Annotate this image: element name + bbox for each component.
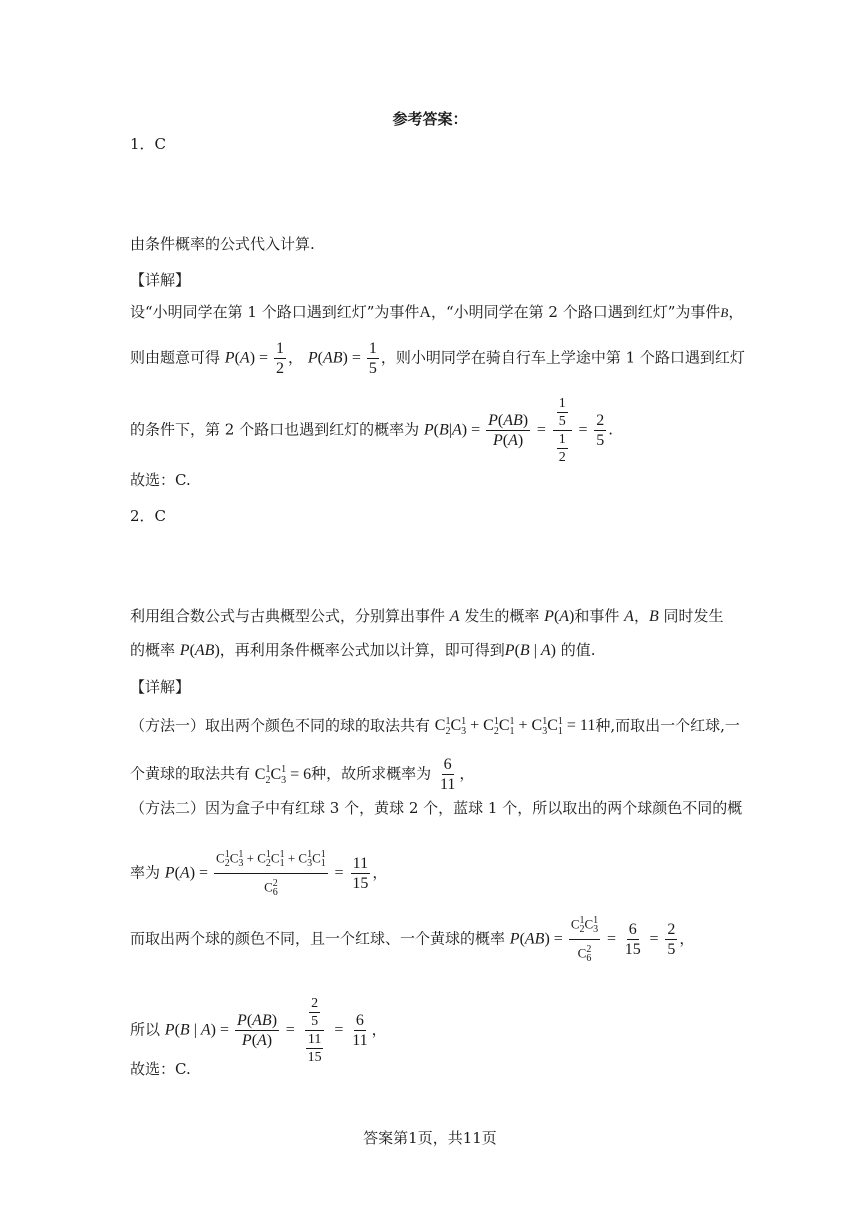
q2-conclusion: 故选：C. [130,1060,191,1078]
complex-fraction-2: $\frac{\frac{2}{5}}{\frac{11}{15}}$ [302,996,328,1065]
page-footer: 答案第1页，共11页 [363,1129,497,1147]
q1-answer: 1．C [130,135,167,153]
q2-method1-line-2: 个黄球的取法共有 $C_2^1C_3^1 = 6$种，故所求概率为 $\frac{6}{11}$ ， [130,756,475,793]
fraction-six-elevenths: $\frac{6}{11}$ [439,756,456,793]
q2-analysis-line-1: 利用组合数公式与古典概型公式，分别算出事件 A 发生的概率 P(A)和事件 A，B 同时发生 [130,607,724,625]
fraction-one-fifth: $\frac{1}{5}$ [368,340,377,377]
q2-detail-header: 【详解】 [130,678,191,696]
q2-answer: 2．C [130,507,167,525]
formula-pab: P [307,349,318,367]
fraction-one-half: $\frac{1}{2}$ [276,340,285,377]
q1-conclusion: 故选：C. [130,471,191,489]
page-title: 参考答案： [392,110,468,128]
q2-method2-line-3: 而取出两个球的颜色不同，且一个红球、一个黄球的概率 P(AB) = $\frac{C_2^1C_3^1}{C_6^2}$ = $\frac{6}{15}$ = $\frac{2}{5}$ ， [130,912,694,967]
fraction-combinations: $\frac{C_2^1C_3^1 + C_2^1C_1^1 + C_3^1C_1^1}{C_6^2}$ [214,846,328,901]
complex-fraction: $\frac{\frac{1}{5}}{\frac{1}{2}}$ [553,396,572,465]
fraction-eleven-fifteenths: $\frac{11}{15}$ [352,854,369,892]
q2-method2-line-4: 所以 P(B | A) = $\frac{P(AB)}{P(A)}$ = $\frac{\frac{2}{5}}{\frac{11}{15}}$ = $\frac{6}{11}$ ， [130,996,387,1065]
q1-detail-header: 【详解】 [130,271,191,289]
combination-formula: $C_2^1C_3^1 + C_2^1C_1^1 + C_3^1C_1^1 = 11$ [434,716,596,738]
q2-analysis-line-2: 的概率 P(AB)，再利用条件概率公式加以计算，即可得到P(B | A) 的值. [130,641,596,659]
fraction-two-fifths: $\frac{2}{5}$ [596,412,605,449]
q1-detail-line-1: 设“小明同学在第 1 个路口遇到红灯”为事件A，“小明同学在第 2 个路口遇到红灯”为事件B， [130,303,744,321]
formula-pa: P [224,349,235,367]
q1-analysis: 由条件概率的公式代入计算. [130,235,315,253]
q1-detail-line-2: 则由题意可得 P(A) = $\frac{1}{2}$ ， P(AB) = $\frac{1}{5}$ ，则小明同学在骑自行车上学途中第 1 个路口遇到红灯 [130,340,745,377]
q2-method1-line-1: （方法一）取出两个颜色不同的球的取法共有 $C_2^1C_3^1 + C_2^1C_1^1 + C_3^1C_1^1 = 11$种,而取出一个红球,一 [130,716,740,738]
fraction-pab-over-pa: $\frac{P(AB)}{P(A)}$ [488,412,529,449]
q2-method2-line-1: （方法二）因为盒子中有红球 3 个，黄球 2 个，蓝球 1 个，所以取出的两个球颜色不同的概 [130,799,743,817]
q1-detail-line-3: 的条件下，第 2 个路口也遇到红灯的概率为 P(B|A) = $\frac{P(AB)}{P(A)}$ = $\frac{\frac{1}{5}}{\frac{1}{2}}$ = $\frac{2}{5}$ . [130,396,614,465]
q2-method2-line-2: 率为 P(A) = $\frac{C_2^1C_3^1 + C_2^1C_1^1 + C_3^1C_1^1}{C_6^2}$ = $\frac{11}{15}$ ， [130,846,387,901]
